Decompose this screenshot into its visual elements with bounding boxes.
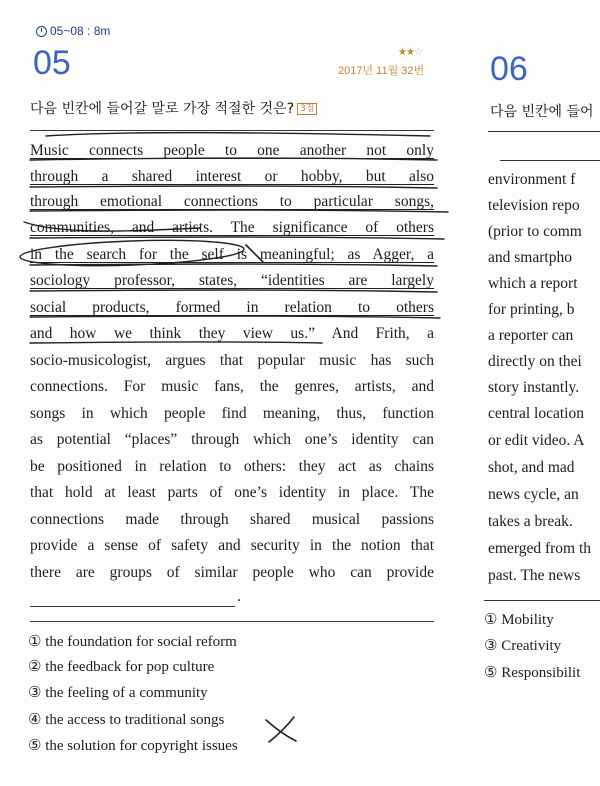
passage06-line: television repo bbox=[488, 197, 580, 214]
passage-line: communities, and artists. The significance of others bbox=[30, 219, 434, 236]
passage06-line: (prior to comm bbox=[488, 223, 582, 240]
x-mark-icon bbox=[266, 720, 296, 741]
divider-top-06 bbox=[488, 131, 600, 132]
passage-line: through a shared interest or hobby, but also bbox=[30, 168, 434, 185]
option-4[interactable]: ④ the access to traditional songs bbox=[28, 712, 225, 728]
x-mark-icon bbox=[269, 717, 294, 742]
passage06-line: story instantly. bbox=[488, 379, 580, 396]
passage06-line: news cycle, an bbox=[488, 486, 579, 503]
option06-1[interactable]: ① Mobility bbox=[484, 612, 554, 628]
passage06-line: shot, and mad bbox=[488, 459, 575, 476]
passage-line: there are groups of similar people who can provide bbox=[30, 564, 434, 581]
divider-top bbox=[30, 130, 434, 131]
passage-line: provide a sense of safety and security in the notion that bbox=[30, 537, 434, 554]
passage-line: in the search for the self is meaningful; as Agger, a bbox=[30, 246, 434, 263]
pen-stroke bbox=[46, 133, 430, 136]
prompt-text: 다음 빈칸에 들어갈 말로 가장 적절한 것은? bbox=[30, 101, 295, 117]
option-5[interactable]: ⑤ the solution for copyright issues bbox=[28, 738, 238, 754]
passage06-line: and smartpho bbox=[488, 249, 572, 266]
passage-line: socio-musicologist, argues that popular music has such bbox=[30, 352, 434, 369]
passage06-line: which a report bbox=[488, 275, 578, 292]
option-1[interactable]: ① the foundation for social reform bbox=[28, 634, 237, 650]
time-label: 05~08 : 8m bbox=[50, 24, 111, 38]
divider-bottom-06 bbox=[484, 600, 600, 601]
time-indicator bbox=[36, 24, 110, 38]
question-number: 05 bbox=[33, 44, 71, 82]
option-3[interactable]: ③ the feeling of a community bbox=[28, 685, 208, 701]
passage06-line: central location bbox=[488, 405, 584, 422]
option06-3[interactable]: ③ Creativity bbox=[484, 638, 562, 654]
question-source: 2017년 11월 32번 bbox=[338, 65, 425, 77]
passage-line: Music connects people to one another not only bbox=[30, 142, 434, 159]
passage06-line: directly on thei bbox=[488, 353, 582, 370]
passage-line: be positioned in relation to others: they act as chains bbox=[30, 458, 434, 475]
passage06-line: emerged from th bbox=[488, 540, 592, 557]
star-filled-icon: ★★ bbox=[398, 47, 414, 58]
passage06-line: environment f bbox=[488, 171, 576, 188]
passage-line: songs in which people find meaning, thus, function bbox=[30, 405, 434, 422]
passage06-line: for printing, b bbox=[488, 301, 575, 318]
difficulty-stars bbox=[398, 47, 422, 58]
blank-period: . bbox=[237, 588, 241, 605]
passage-line: and how we think they view us.” And Frith, a bbox=[30, 325, 434, 342]
passage-line: that hold at least parts of one’s identity in place. The bbox=[30, 484, 434, 501]
question-prompt bbox=[30, 98, 317, 118]
blank-06 bbox=[500, 160, 600, 161]
passage06-line: or edit video. A bbox=[488, 432, 585, 449]
option-2[interactable]: ② the feedback for pop culture bbox=[28, 659, 215, 675]
points-badge: 3점 bbox=[297, 103, 317, 115]
answer-blank bbox=[30, 606, 235, 607]
question-number-06: 06 bbox=[490, 50, 528, 88]
passage06-line: past. The news bbox=[488, 567, 581, 584]
passage-line: connections. For music fans, the genres, artists, and bbox=[30, 378, 434, 395]
passage-line: social products, formed in relation to others bbox=[30, 299, 434, 316]
passage06-line: takes a break. bbox=[488, 513, 573, 530]
passage-line: through emotional connections to particular songs, bbox=[30, 193, 434, 210]
passage-line: connections made through shared musical passions bbox=[30, 511, 434, 528]
question-prompt-06: 다음 빈칸에 들어 bbox=[490, 104, 594, 120]
divider-bottom bbox=[30, 621, 434, 622]
passage06-line: a reporter can bbox=[488, 327, 574, 344]
star-empty-icon: ☆ bbox=[413, 47, 422, 58]
passage-line: as potential “places” through which one’s identity can bbox=[30, 431, 434, 448]
clock-icon bbox=[36, 26, 47, 37]
option06-5[interactable]: ⑤ Responsibilit bbox=[484, 665, 581, 681]
passage-line: sociology professor, states, “identities are largely bbox=[30, 272, 434, 289]
